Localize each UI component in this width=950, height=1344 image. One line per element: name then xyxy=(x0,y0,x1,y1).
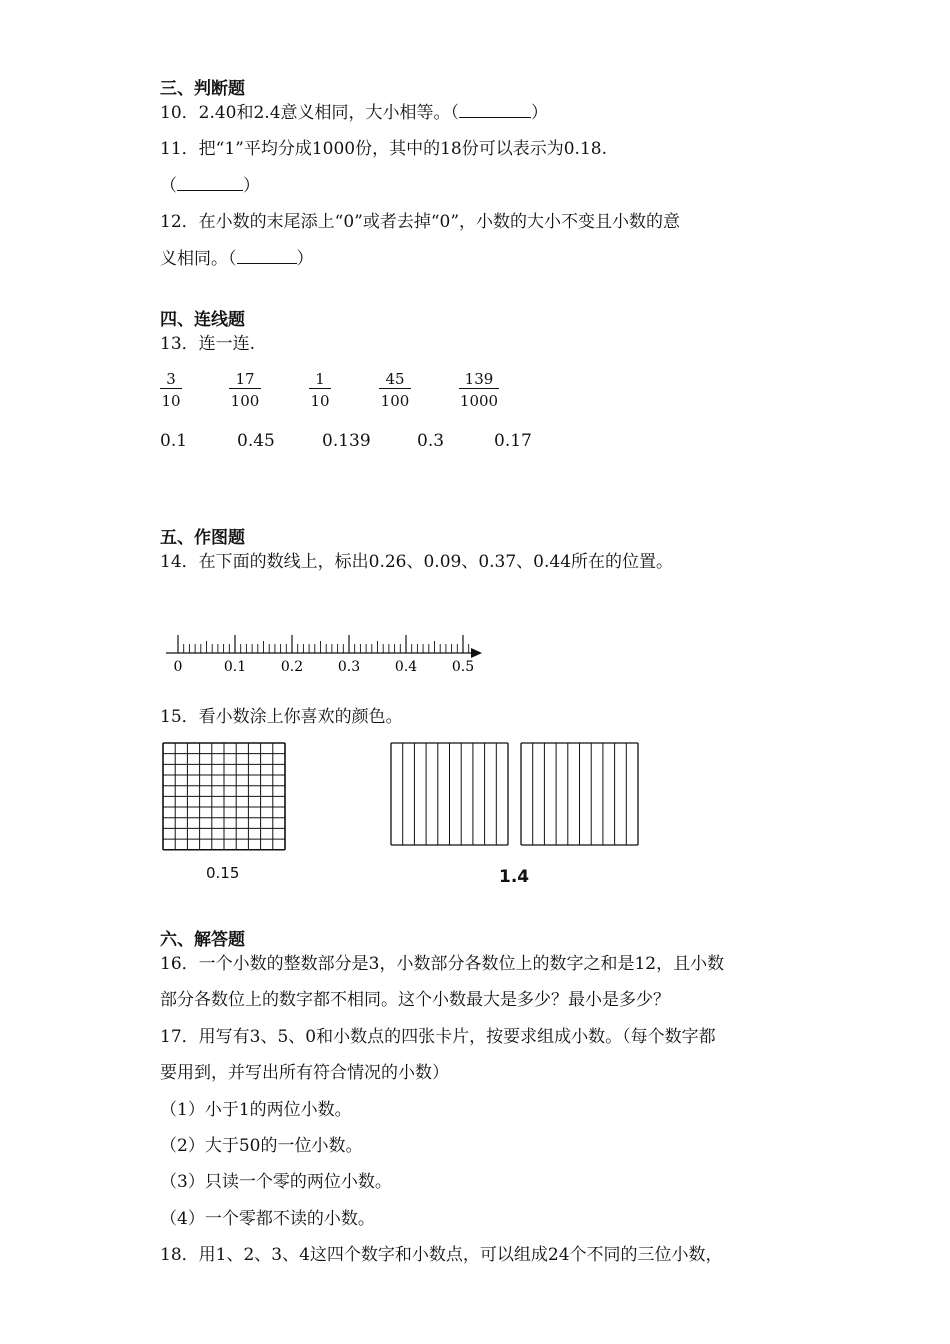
question-11-line1: 11．把“1”平均分成1000份，其中的18份可以表示为0.18. xyxy=(160,139,607,159)
question-10-close: ） xyxy=(531,103,549,123)
question-16-line2: 部分各数位上的数字都不相同。这个小数最大是多少？最小是多少？ xyxy=(160,990,670,1010)
section-title-draw: 五、作图题 xyxy=(160,528,245,548)
fraction-numerator: 45 xyxy=(379,370,411,389)
question-12-close: ） xyxy=(296,249,314,269)
question-12-line1: 12．在小数的末尾添上“0”或者去掉“0”，小数的大小不变且小数的意 xyxy=(160,212,681,232)
fraction-denominator: 1000 xyxy=(459,392,499,410)
fraction-item[interactable] xyxy=(309,370,331,410)
question-11-close: ） xyxy=(243,176,260,196)
hundred-grid[interactable] xyxy=(160,740,290,852)
section-title-judge: 三、判断题 xyxy=(160,79,245,99)
question-17-part: （4）一个零都不读的小数。 xyxy=(160,1209,375,1229)
question-14: 14．在下面的数线上，标出0.26、0.09、0.37、0.44所在的位置。 xyxy=(160,552,674,572)
question-10-text: 10．2.40和2.4意义相同，大小相等。（ xyxy=(160,103,460,123)
fraction-numerator: 1 xyxy=(309,370,331,389)
question-12-line2 xyxy=(160,248,314,270)
number-line[interactable] xyxy=(160,628,490,678)
fraction-denominator: 10 xyxy=(310,392,330,410)
question-17-line2: 要用到，并写出所有符合情况的小数） xyxy=(160,1063,449,1083)
answer-blank-10[interactable] xyxy=(459,103,531,118)
question-11-line2 xyxy=(160,175,260,197)
question-17-line1: 17．用写有3、5、0和小数点的四张卡片，按要求组成小数。（每个数字都 xyxy=(160,1027,716,1047)
number-line-label: 0.4 xyxy=(394,659,418,675)
decimal-item[interactable]: 0.17 xyxy=(494,431,532,451)
arrow-right-icon xyxy=(471,648,482,658)
number-line-label: 0 xyxy=(173,659,183,675)
number-line-label: 0.2 xyxy=(280,659,304,675)
question-17-part: （2）大于50的一位小数。 xyxy=(160,1136,363,1156)
grid-caption: 0.15 xyxy=(206,864,240,882)
answer-blank-11[interactable] xyxy=(177,176,243,191)
decimal-item[interactable]: 0.45 xyxy=(237,431,275,451)
decimal-item[interactable]: 0.1 xyxy=(160,431,188,451)
answer-blank-12[interactable] xyxy=(237,249,297,264)
fraction-item[interactable] xyxy=(379,370,411,410)
fraction-numerator: 3 xyxy=(160,370,182,389)
number-line-label: 0.5 xyxy=(451,659,475,675)
question-17-part: （3）只读一个零的两位小数。 xyxy=(160,1172,392,1192)
fraction-item[interactable] xyxy=(229,370,261,410)
number-line-label: 0.1 xyxy=(223,659,247,675)
fraction-denominator: 100 xyxy=(230,392,260,410)
number-line-ticks xyxy=(178,635,469,653)
tenths-strips[interactable] xyxy=(388,740,643,848)
strips-caption: 1.4 xyxy=(499,867,530,887)
question-10 xyxy=(160,102,548,124)
question-15: 15．看小数涂上你喜欢的颜色。 xyxy=(160,707,403,727)
fraction-item[interactable] xyxy=(459,370,499,410)
section-title-connect: 四、连线题 xyxy=(160,310,245,330)
question-12-text: 义相同。（ xyxy=(160,249,237,269)
grid-lines xyxy=(163,743,285,850)
question-13: 13．连一连. xyxy=(160,334,256,354)
number-line-label: 0.3 xyxy=(337,659,361,675)
question-18-line1: 18．用1、2、3、4这四个数字和小数点，可以组成24个不同的三位小数， xyxy=(160,1245,723,1265)
question-11-open: （ xyxy=(160,176,177,196)
question-17-part: （1）小于1的两位小数。 xyxy=(160,1100,352,1120)
fraction-denominator: 10 xyxy=(161,392,181,410)
decimal-item[interactable]: 0.139 xyxy=(322,431,371,451)
decimal-item[interactable]: 0.3 xyxy=(417,431,445,451)
strip-lines xyxy=(391,743,638,845)
fraction-denominator: 100 xyxy=(380,392,410,410)
question-16-line1: 16．一个小数的整数部分是3，小数部分各数位上的数字之和是12，且小数 xyxy=(160,954,725,974)
fraction-item[interactable] xyxy=(160,370,182,410)
fraction-numerator: 17 xyxy=(229,370,261,389)
section-title-answer: 六、解答题 xyxy=(160,930,245,950)
fraction-numerator: 139 xyxy=(459,370,499,389)
